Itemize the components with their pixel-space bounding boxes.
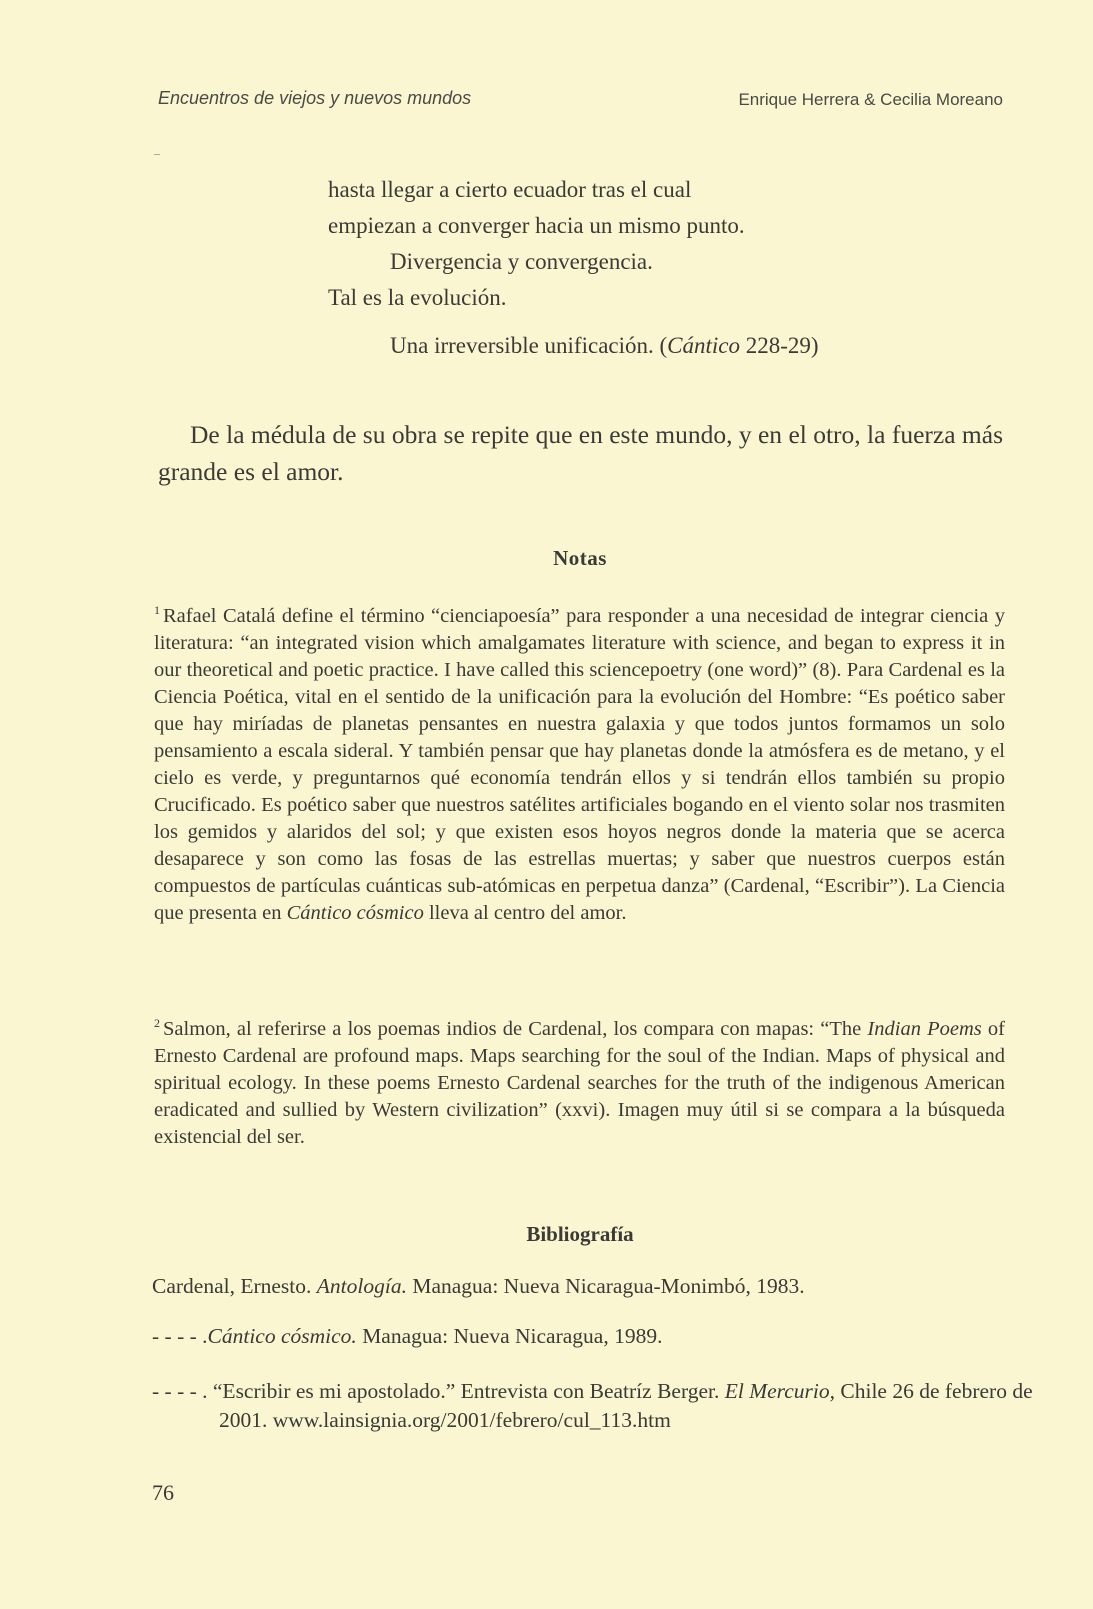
- poem-quote: [328, 172, 948, 364]
- entry-text: Chile 26 de febrero de 2001. www.lainsignia.org/2001/febrero/cul_113.htm: [219, 1379, 1033, 1432]
- footnote-text: lleva al centro del amor.: [423, 902, 627, 924]
- poem-citation-title: Cántico: [667, 333, 741, 358]
- running-header-authors: Enrique Herrera & Cecilia Moreano: [738, 90, 1003, 109]
- entry-title: Antología.: [316, 1274, 407, 1298]
- page-number: 76: [152, 1480, 174, 1505]
- margin-mark: [154, 154, 160, 155]
- poem-line: Tal es la evolución.: [328, 285, 507, 310]
- entry-title: Cántico cósmico.: [207, 1324, 357, 1348]
- poem-line: hasta llegar a cierto ecuador tras el cual: [328, 177, 692, 202]
- entry-text: - - - - .: [152, 1324, 208, 1348]
- running-header-title: Encuentros de viejos y nuevos mundos: [158, 88, 472, 108]
- bibliography-heading: Bibliografía: [526, 1222, 634, 1246]
- bibliography-entry: [152, 1272, 1007, 1301]
- body-paragraph: De la médula de su obra se repite que en este mundo, y en el otro, la fuerza más grande es el amor.: [158, 419, 1003, 486]
- footnote-number: 2: [154, 1016, 160, 1030]
- footnote-title: Indian Poems: [867, 1018, 982, 1040]
- notes-heading: Notas: [553, 546, 607, 570]
- entry-text: Managua: Nueva Nicaragua-Monimbó, 1983.: [406, 1274, 805, 1298]
- footnote-text: Rafael Catalá define el término “cienciapoesía” para responder a una necesidad de integrar ciencia y literatura: “an integrated vision which amalgamates literature with science, and began to express it in our theoretical and poetic practice. I have called this sciencepoetry (one word)” (8). Para Cardenal es la Ciencia Poética, vital en el sentido de la unificación para la evolución del Hombre: “Es poético saber que hay miríadas de planetas pensantes en nuestra galaxia y que todos juntos formamos un solo pensamiento a escala sideral. Y también pensar que hay planetas donde la atmósfera es de metano, y el cielo es verde, y preguntarnos qué economía tendrán ellos y si tendrán ellos también su propio Crucificado. Es poético saber que nuestros satélites artificiales bogando en el viento solar nos trasmiten los gemidos y alaridos del sol; y que existen esos hoyos negros donde la materia que se acerca desaparece y son como las fosas de las estrellas muertas; y saber que nuestros cuerpos están compuestos de partículas cuánticas sub-atómicas en perpetua danza” (Cardenal, “Escribir”). La Ciencia que presenta en: [154, 605, 1005, 924]
- poem-citation-pages: 228-29): [740, 333, 819, 358]
- poem-line: Divergencia y convergencia.: [390, 249, 653, 274]
- footnote-number: 1: [154, 603, 160, 617]
- footnote-1: [154, 597, 1005, 927]
- poem-line-text: Una irreversible unificación. (: [390, 333, 668, 358]
- poem-line: empiezan a converger hacia un mismo punto.: [328, 213, 745, 238]
- bibliography-entry: [152, 1377, 1074, 1435]
- footnote-text: of Ernesto Cardenal are profound maps. Maps searching for the soul of the Indian. Maps of physical and spiritual ecology. In these poems Ernesto Cardenal searches for the truth of the indigenous American eradicated and sullied by Western civilization” (xxvi). Imagen muy útil si se compara a la búsqueda existencial del ser.: [154, 1018, 1006, 1148]
- bibliography-entry: [152, 1322, 1007, 1351]
- footnote-2: [154, 1010, 1005, 1151]
- entry-text: Cardenal, Ernesto.: [152, 1274, 317, 1298]
- poem-line: [328, 328, 948, 364]
- entry-title: El Mercurio,: [724, 1379, 836, 1403]
- footnote-text: Salmon, al referirse a los poemas indios de Cardenal, los compara con mapas: “The: [163, 1018, 868, 1040]
- footnote-title: Cántico cósmico: [286, 902, 424, 924]
- entry-text: - - - - . “Escribir es mi apostolado.” Entrevista con Beatríz Berger.: [152, 1379, 725, 1403]
- entry-text: Managua: Nueva Nicaragua, 1989.: [356, 1324, 663, 1348]
